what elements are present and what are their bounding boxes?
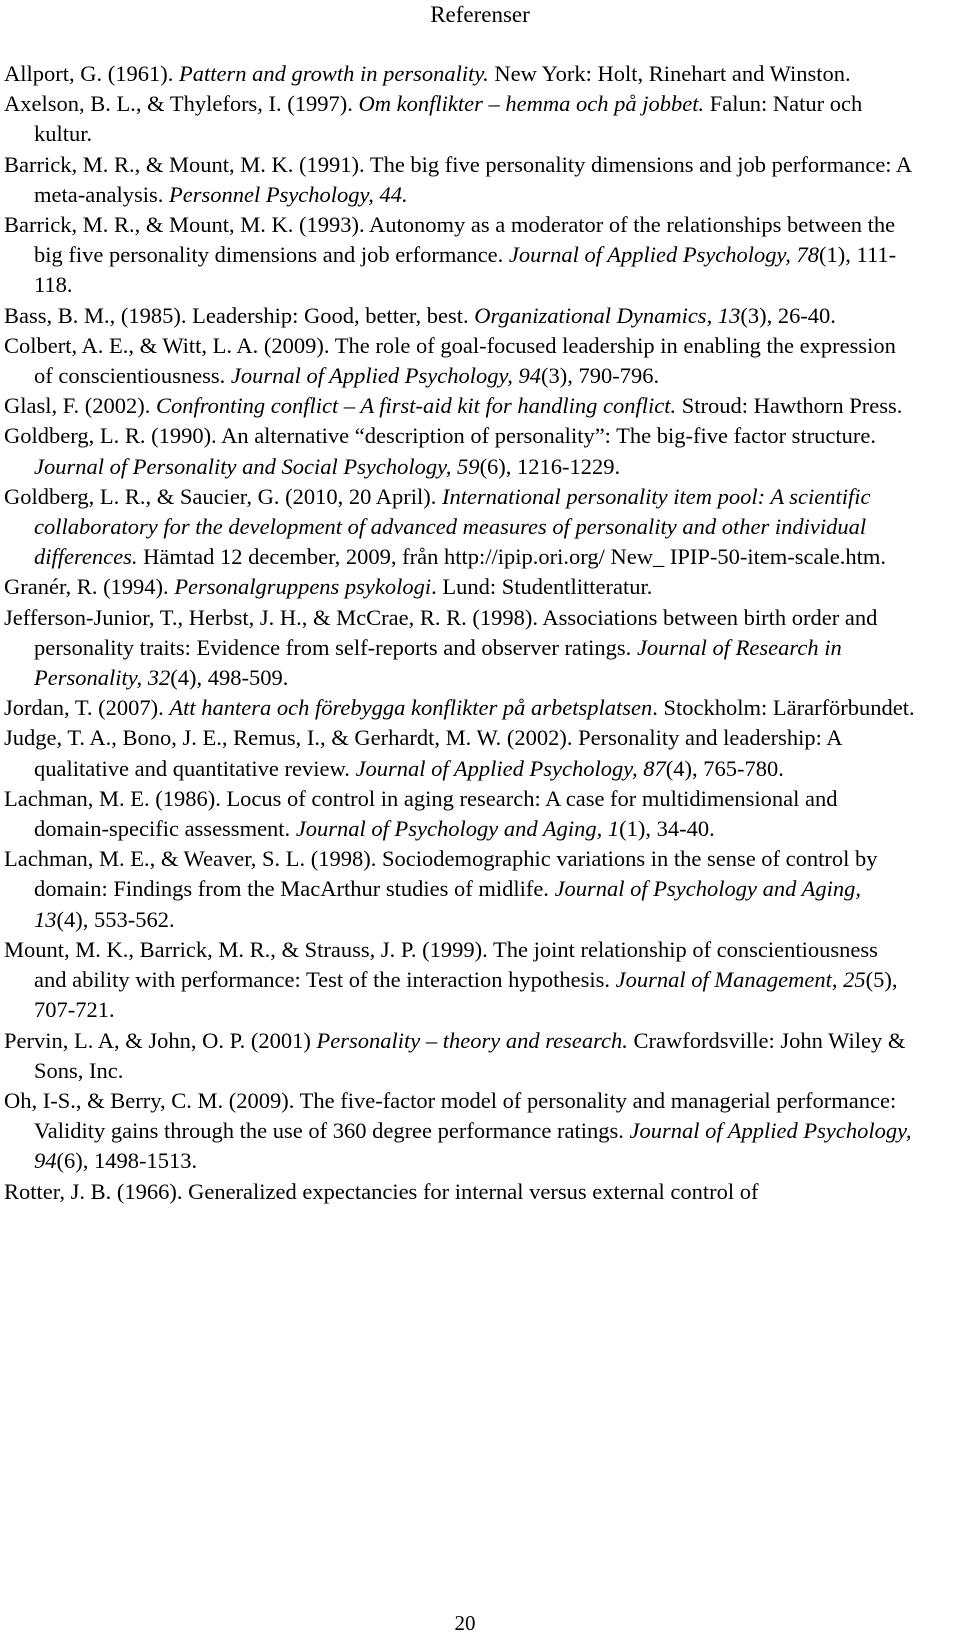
page-number: 20 bbox=[454, 1611, 476, 1635]
reference-entry: Allport, G. (1961). Pattern and growth in personality. New York: Holt, Rinehart and Winston. bbox=[4, 61, 851, 86]
reference-entry: Bass, B. M., (1985). Leadership: Good, better, best. Organizational Dynamics, 13(3), 26-40. bbox=[4, 302, 836, 328]
reference-entry: Rotter, J. B. (1966). Generalized expectancies for internal versus external control of bbox=[4, 1178, 759, 1204]
page-title: Referenser bbox=[430, 2, 530, 27]
reference-entry: Goldberg, L. R., & Saucier, G. (2010, 20 April). International personality item pool: A scientific collaboratory for the development of advanced measures of personality and other individual differences. Hämtad 12 december, 2009, från http://ipip.ori.org/ New_ IPIP-50-item-scale.htm. bbox=[4, 483, 887, 570]
reference-entry: Granér, R. (1994). Personalgruppens psykologi. Lund: Studentlitteratur. bbox=[4, 574, 653, 600]
reference-entry: Barrick, M. R., & Mount, M. K. (1991). The big five personality dimensions and job performance: A meta-analysis. Personnel Psychology, 44. bbox=[4, 151, 911, 207]
reference-entry: Oh, I-S., & Berry, C. M. (2009). The five-factor model of personality and managerial performance: Validity gains through the use of 360 degree performance ratings. Journal of Applied Psychology, 94(6), 1498-1513. bbox=[4, 1087, 912, 1174]
reference-entry: Jefferson-Junior, T., Herbst, J. H., & McCrae, R. R. (1998). Associations between birth order and personality traits: Evidence from self-reports and observer ratings. Journal of Research in Personality, 32(4), 498-509. bbox=[4, 604, 878, 691]
reference-entry: Goldberg, L. R. (1990). An alternative “description of personality”: The big-five factor structure. Journal of Personality and Social Psychology, 59(6), 1216-1229. bbox=[4, 423, 877, 479]
reference-entry: Barrick, M. R., & Mount, M. K. (1993). Autonomy as a moderator of the relationships between the big five personality dimensions and job erformance. Journal of Applied Psychology, 78(1), 111-118. bbox=[4, 212, 897, 298]
reference-entry: Colbert, A. E., & Witt, L. A. (2009). The role of goal-focused leadership in enabling the expression of conscientiousness. Journal of Applied Psychology, 94(3), 790-796. bbox=[4, 332, 896, 389]
reference-entry: Jordan, T. (2007). Att hantera och förebygga konflikter på arbetsplatsen. Stockholm: Lärarförbundet. bbox=[4, 695, 915, 721]
reference-entry: Lachman, M. E. (1986). Locus of control in aging research: A case for multidimensional and domain-specific assessment. Journal of Psychology and Aging, 1(1), 34-40. bbox=[4, 785, 838, 842]
reference-entry: Axelson, B. L., & Thylefors, I. (1997). Om konflikter – hemma och på jobbet. Falun: Natur och kultur. bbox=[4, 91, 863, 147]
reference-entry: Pervin, L. A, & John, O. P. (2001) Personality – theory and research. Crawfordsville: John Wiley & Sons, Inc. bbox=[4, 1027, 906, 1083]
reference-entry: Judge, T. A., Bono, J. E., Remus, I., & Gerhardt, M. W. (2002). Personality and leadership: A qualitative and quantitative review. Journal of Applied Psychology, 87(4), 765-780. bbox=[4, 725, 842, 781]
reference-entry: Lachman, M. E., & Weaver, S. L. (1998). Sociodemographic variations in the sense of control by domain: Findings from the MacArthur studies of midlife. Journal of Psychology and Aging, 13(4), 553-562. bbox=[4, 846, 878, 932]
reference-entry: Glasl, F. (2002). Confronting conflict – A first-aid kit for handling conflict. Stroud: Hawthorn Press. bbox=[4, 393, 903, 419]
reference-entry: Mount, M. K., Barrick, M. R., & Strauss, J. P. (1999). The joint relationship of conscientiousness and ability with performance: Test of the interaction hypothesis. Journal of Management, 25(5), 707-721. bbox=[4, 936, 898, 1023]
reference-list bbox=[4, 59, 916, 1207]
